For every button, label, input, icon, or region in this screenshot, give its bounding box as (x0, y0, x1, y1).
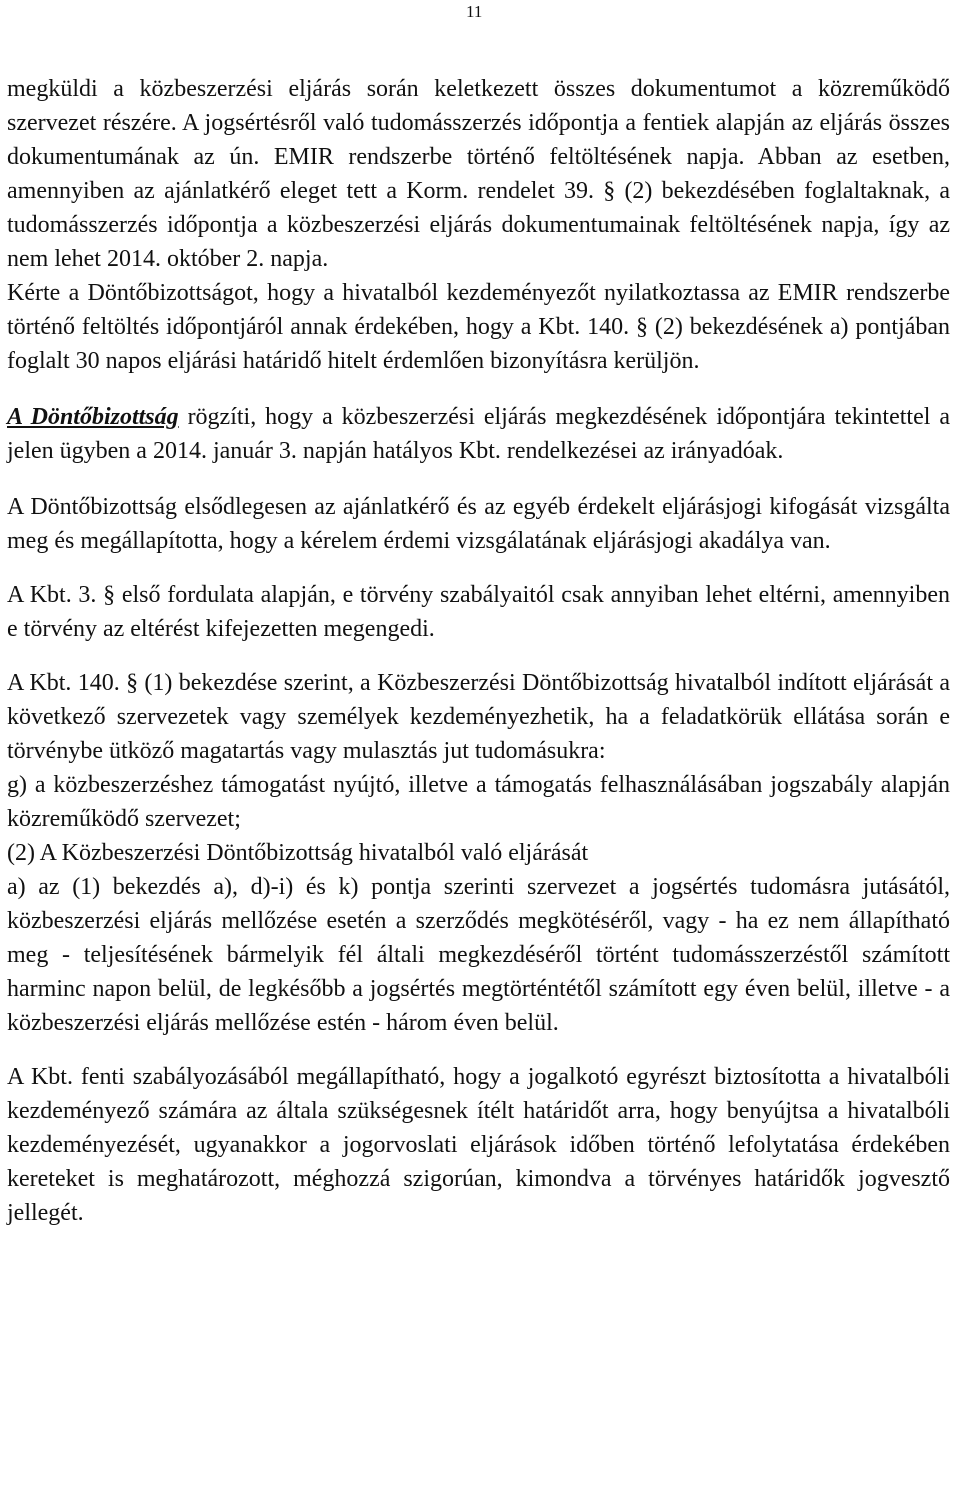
emphasized-lead-in: A Döntőbizottság (7, 404, 179, 430)
paragraph-subsection-2: (2) A Közbeszerzési Döntőbizottság hivatalból való eljárását (7, 840, 589, 866)
paragraph-kbt-section-140: A Kbt. 140. § (1) bekezdése szerint, a Közbeszerzési Döntőbizottság hivatalból indított eljárását a következő szervezetek vagy személyek kezdeményezhetik, ha a feladatkörük ellátása során e törvénybe ütköző magatartás vagy mulasztás jut tudomásukra: (7, 670, 950, 764)
paragraph-emir-upload: megküldi a közbeszerzési eljárás során keletkezett összes dokumentumot a közreműködő szervezet részére. A jogsértésről való tudomásszerzés időpontja a fentiek alapján az eljárás összes dokumentumának az ún. EMIR rendszerbe történő feltöltésének napja. Abban az esetben, amennyiben az ajánlatkérő eleget tett a Korm. rendelet 39. § (2) bekezdésében foglaltaknak, a tudomásszerzés időpontja a közbeszerzési eljárás dokumentumainak feltöltésének napja, így az nem lehet 2014. október 2. napja. (7, 76, 950, 272)
paragraph-conclusion: A Kbt. fenti szabályozásából megállapítható, hogy a jogalkotó egyrészt biztosította a hivatalbóli kezdeményező számára az általa szükségesnek ítélt határidőt arra, hogy benyújtsa a hivatalbóli kezdeményezését, ugyanakkor a jogorvoslati eljárások időben történő lefolytatása érdekében kereteket is meghatározott, méghozzá szigorúan, kimondva a törvényes határidők jogvesztő jellegét. (7, 1064, 950, 1226)
paragraph-point-a: a) az (1) bekezdés a), d)-i) és k) pontja szerinti szervezet a jogsértés tudomásra jutásától, közbeszerzési eljárás mellőzése esetén a szerződés megkötéséről, vagy - ha ez nem állapítható meg - teljesítésének bármelyik fél általi megkezdéséről történt tudomásszerzéstől számított harminc napon belül, de legkésőbb a jogsértés megtörténtétől számított egy éven belül, illetve - a közbeszerzési eljárás mellőzése estén - három éven belül. (7, 874, 950, 1036)
paragraph-procedural-objection: A Döntőbizottság elsődlegesen az ajánlatkérő és az egyéb érdekelt eljárásjogi kifogását vizsgálta meg és megállapította, hogy a kérelem érdemi vizsgálatának eljárásjogi akadálya van. (7, 494, 950, 554)
paragraph-applicable-law (7, 400, 950, 468)
page-number: 11 (466, 2, 483, 21)
paragraph-request-statement: Kérte a Döntőbizottságot, hogy a hivatalból kezdeményezőt nyilatkoztassa az EMIR rendszerbe történő feltöltés időpontjáról annak érdekében, hogy a Kbt. 140. § (2) bekezdésének a) pontjában foglalt 30 napos eljárási határidő hitelt érdemlően bizonyításra kerüljön. (7, 280, 950, 374)
paragraph-point-g: g) a közbeszerzéshez támogatást nyújtó, illetve a támogatás felhasználásában jogszabály alapján közreműködő szervezet; (7, 772, 950, 832)
paragraph-kbt-section-3: A Kbt. 3. § első fordulata alapján, e törvény szabályaitól csak annyiban lehet eltérni, amennyiben e törvény az eltérést kifejezetten megengedi. (7, 582, 950, 642)
document-body (7, 72, 950, 1230)
paragraph-text: rögzíti, hogy a közbeszerzési eljárás megkezdésének időpontjára tekintettel a jelen ügyben a 2014. január 3. napján hatályos Kbt. rendelkezései az irányadóak. (7, 404, 950, 464)
